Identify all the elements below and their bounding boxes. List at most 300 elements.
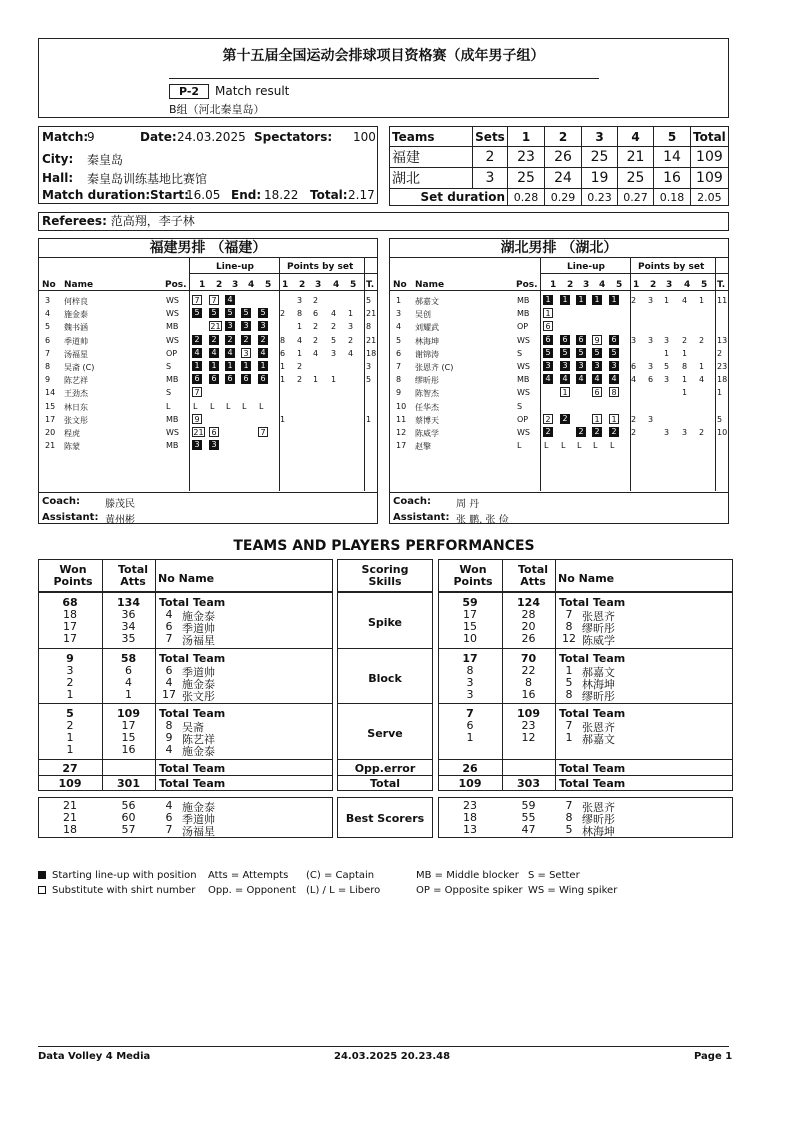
player-name: 吴斋 (C) — [64, 363, 95, 372]
lineup-position: 3 — [241, 348, 251, 358]
col-name-label: Name — [64, 280, 94, 290]
col-no-label: No — [393, 280, 407, 290]
shirt-number: 7 — [565, 608, 573, 621]
set-duration-row — [390, 189, 729, 206]
shirt-number: 6 — [165, 664, 173, 677]
points-value: 3 — [664, 375, 670, 385]
won-total: 59 — [462, 596, 478, 609]
lineup-position: 5 — [609, 348, 619, 358]
set-score: 25 — [618, 168, 654, 189]
lineup-position: 5 — [560, 348, 570, 358]
lineup-position: 6 — [192, 374, 202, 384]
lineup-position: 6 — [543, 321, 553, 331]
col-no-label: No — [42, 280, 56, 290]
player-number: 9 — [45, 375, 51, 385]
competition-title: 第十五届全国运动会排球项目资格赛（成年男子组） — [222, 48, 545, 64]
won-value: 1 — [66, 731, 74, 744]
shirt-number: 6 — [165, 620, 173, 633]
player-number: 11 — [396, 414, 407, 424]
total-team-label: Total Team — [159, 762, 226, 775]
legend-item — [306, 870, 374, 881]
header-divider — [390, 290, 729, 291]
lineup-position: 4 — [192, 348, 202, 358]
set-duration: 0.27 — [618, 189, 654, 206]
shirt-number: 9 — [165, 731, 173, 744]
points-value: 1 — [313, 375, 319, 385]
player-number: 21 — [45, 441, 56, 451]
sets-won: 2 — [473, 147, 508, 168]
player-position: WS — [166, 309, 179, 319]
player-total: 18 — [717, 375, 728, 385]
atts-value: 16 — [121, 743, 136, 756]
shirt-number: 6 — [165, 811, 173, 824]
legend-text: Atts = Attempts — [208, 870, 289, 881]
player-position: OP — [517, 322, 529, 332]
col-sets: Sets — [473, 127, 508, 147]
points-value: 2 — [331, 322, 337, 332]
best-atts: 56 — [121, 799, 136, 812]
won-value: 3 — [466, 676, 474, 689]
lineup-position: 2 — [609, 427, 619, 437]
sets-table — [389, 126, 729, 206]
atts-value: 20 — [521, 620, 536, 633]
player-name: 季道帅 — [64, 336, 88, 346]
lineup-position: 1 — [560, 387, 570, 397]
set-score: 19 — [582, 168, 618, 189]
legend-item — [208, 870, 288, 881]
won-total: 68 — [62, 596, 78, 609]
set-score: 23 — [508, 147, 545, 168]
lineup-position: 4 — [225, 295, 235, 305]
points-set-label: 4 — [333, 280, 340, 290]
match-label: Match: — [42, 130, 89, 144]
shirt-number: 5 — [565, 823, 573, 836]
start-label: Start: — [150, 188, 189, 202]
player-number: 3 — [45, 296, 51, 305]
lineup-set-label: 1 — [199, 280, 206, 290]
player-name: 林日东 — [64, 402, 88, 412]
player-name: 施金泰 — [182, 678, 215, 691]
column-divider — [155, 559, 156, 791]
libero-mark: L — [210, 401, 215, 411]
points-value: 2 — [297, 362, 303, 371]
lineup-position: 6 — [576, 335, 586, 345]
won-points-header: Won Points — [53, 563, 93, 588]
player-name: 施金泰 — [182, 801, 215, 814]
legend-text: (L) / L = Libero — [306, 885, 381, 896]
col-name-label: Name — [415, 280, 445, 290]
lineup-position: 2 — [592, 427, 602, 437]
player-name: 汤福星 — [182, 634, 215, 647]
points-value: 2 — [348, 335, 354, 345]
player-number: 7 — [396, 362, 402, 371]
best-scorers-label: Best Scorers — [345, 812, 425, 825]
lineup-position: 8 — [609, 387, 619, 397]
lineup-position: 3 — [209, 440, 219, 450]
lineup-position: 2 — [258, 335, 268, 345]
total-team-label: Total Team — [159, 652, 226, 665]
player-number: 17 — [396, 441, 407, 451]
lineup-position: 3 — [560, 361, 570, 371]
player-position: MB — [166, 322, 179, 332]
match-header — [38, 38, 729, 118]
lineup-position: 4 — [560, 374, 570, 384]
points-value: 3 — [664, 335, 670, 345]
points-value: 2 — [682, 335, 688, 345]
best-won: 18 — [463, 811, 477, 824]
player-number: 3 — [396, 309, 402, 319]
lineup-position: 21 — [193, 428, 204, 437]
coach-name: 滕茂民 — [105, 499, 135, 510]
won-points-header: Won Points — [453, 563, 493, 588]
points-set-label: 1 — [633, 280, 640, 290]
row-divider — [438, 775, 733, 776]
atts-value: 6 — [125, 664, 132, 677]
row-divider — [337, 648, 433, 649]
player-name: 施金泰 — [182, 610, 215, 623]
lineup-position: 3 — [576, 361, 586, 371]
won-value: 1 — [466, 731, 474, 744]
lineup-position: 6 — [258, 374, 268, 384]
lineup-position: 6 — [225, 374, 235, 384]
player-number: 7 — [45, 348, 51, 358]
points-value: 4 — [313, 348, 319, 358]
player-name: 缪昕彤 — [415, 376, 439, 386]
shirt-number: 8 — [565, 688, 573, 701]
lineup-position: 4 — [609, 374, 619, 384]
atts-value: 12 — [521, 731, 536, 744]
team-title: 湖北男排 （湖北） — [390, 239, 728, 258]
row-divider — [38, 775, 333, 776]
lineup-position: 2 — [209, 335, 219, 345]
filled-square-icon — [38, 871, 46, 879]
total-team-label: Total Team — [559, 652, 626, 665]
skill-label: Spike — [367, 616, 403, 629]
coach-label: Coach: — [42, 496, 81, 507]
assistant-label: Assistant: — [42, 512, 99, 523]
libero-mark: L — [577, 441, 582, 451]
skills-header: Scoring Skills — [361, 563, 409, 588]
player-name: 季道帅 — [182, 666, 215, 679]
total-team-label: Total Team — [559, 777, 626, 790]
legend-text: MB = Middle blocker — [416, 870, 519, 881]
player-number: 9 — [396, 388, 402, 398]
shirt-number: 1 — [565, 731, 573, 744]
lineup-position: 6 — [241, 374, 251, 384]
set-duration: 0.23 — [582, 189, 618, 206]
player-position: MB — [517, 375, 530, 385]
player-total: 5 — [717, 414, 723, 424]
points-value: 3 — [648, 362, 654, 371]
won-value: 18 — [63, 608, 77, 621]
hall-label: Hall: — [42, 171, 74, 185]
shirt-number: 4 — [165, 676, 173, 689]
won-value: 3 — [66, 664, 74, 677]
shirt-number: 5 — [565, 676, 573, 689]
lineup-position: 4 — [592, 374, 602, 384]
atts-total: 58 — [120, 652, 137, 665]
player-name: 谢锦涛 — [415, 349, 439, 359]
footer-rule — [38, 1046, 729, 1047]
player-number: 4 — [45, 309, 51, 319]
best-atts: 57 — [121, 823, 136, 836]
skill-label: Block — [368, 672, 402, 685]
points-value: 5 — [664, 362, 670, 371]
points-value: 2 — [313, 322, 319, 332]
col-set-4: 4 — [618, 127, 654, 147]
lineup-position: 5 — [241, 308, 251, 318]
player-name: 施金泰 — [182, 745, 215, 758]
legend-item — [528, 885, 617, 896]
player-name: 缪昕彤 — [582, 813, 615, 826]
coach-label: Coach: — [393, 496, 432, 507]
total-team-label: Total Team — [559, 707, 626, 720]
col-set-2: 2 — [545, 127, 582, 147]
best-atts: 60 — [121, 811, 136, 824]
won-value: 2 — [66, 719, 74, 732]
atts-value: 28 — [521, 608, 536, 621]
points-value: 8 — [280, 335, 286, 345]
total-team-label: Total Team — [159, 707, 226, 720]
lineup-position: 2 — [543, 427, 553, 437]
opp-error-label: Opp.error — [354, 762, 416, 775]
player-name: 陈威学 — [582, 634, 615, 647]
total-team-label: Total Team — [559, 762, 626, 775]
player-total: 5 — [366, 296, 372, 305]
legend-text: (C) = Captain — [306, 870, 375, 881]
player-total: 18 — [366, 348, 377, 358]
won-value: 17 — [463, 608, 477, 621]
won-value: 8 — [466, 664, 474, 677]
city-label: City: — [42, 152, 74, 166]
player-total: 13 — [717, 335, 728, 345]
player-number: 14 — [45, 388, 56, 398]
sets-won: 3 — [473, 168, 508, 189]
points-set-label: 2 — [650, 280, 657, 290]
points-value: 4 — [699, 375, 705, 385]
player-total: 21 — [366, 335, 377, 345]
atts-value: 34 — [121, 620, 136, 633]
report-code: P-2 — [169, 84, 209, 99]
player-name: 张恩齐 — [582, 610, 615, 623]
lineup-position: 4 — [209, 348, 219, 358]
atts-value: 22 — [521, 664, 536, 677]
lineup-set-label: 3 — [583, 280, 590, 290]
shirt-number: 17 — [162, 688, 176, 701]
col-set-5: 5 — [654, 127, 691, 147]
shirt-number: 12 — [562, 632, 576, 645]
lineup-position: 9 — [192, 414, 202, 424]
player-name: 汤福星 — [182, 825, 215, 838]
end-label: End: — [231, 188, 262, 202]
lineup-position: 3 — [592, 361, 602, 371]
lineup-position: 4 — [258, 348, 268, 358]
row-divider — [38, 759, 333, 760]
player-total: 5 — [366, 375, 372, 385]
opp-error-left: 27 — [62, 762, 78, 775]
shirt-number: 7 — [565, 719, 573, 732]
points-value: 1 — [280, 362, 286, 371]
won-total: 17 — [462, 652, 478, 665]
won-value: 1 — [66, 688, 74, 701]
player-name: 任华杰 — [415, 402, 439, 412]
legend-item — [528, 870, 580, 881]
set-score: 25 — [582, 147, 618, 168]
player-total: 21 — [366, 309, 377, 319]
lineup-position: 6 — [592, 387, 602, 397]
total-atts-left: 301 — [117, 777, 140, 790]
skill-label: Serve — [367, 727, 403, 740]
footer-divider — [390, 492, 729, 493]
player-name: 季道帅 — [182, 622, 215, 635]
lineup-position: 1 — [576, 295, 586, 305]
lineup-position: 6 — [543, 335, 553, 345]
set-score: 21 — [618, 147, 654, 168]
won-total: 7 — [466, 707, 474, 720]
points-value: 1 — [280, 414, 286, 424]
sets-row — [390, 168, 729, 189]
player-name: 郝嘉文 — [582, 666, 615, 679]
lineup-position: 3 — [258, 321, 268, 331]
player-name: 张恩齐 — [582, 721, 615, 734]
libero-mark: L — [593, 441, 598, 451]
hall-value: 秦皇岛训练基地比赛馆 — [87, 172, 208, 186]
libero-mark: L — [193, 401, 198, 411]
won-value: 17 — [63, 620, 77, 633]
player-position: WS — [517, 388, 530, 398]
player-position: S — [166, 388, 172, 398]
spectators-label: Spectators: — [254, 130, 333, 144]
legend-item — [208, 885, 296, 896]
points-value: 3 — [648, 414, 654, 424]
atts-total: 70 — [520, 652, 537, 665]
lineup-position: 9 — [592, 335, 602, 345]
player-position: MB — [166, 414, 179, 424]
lineup-position: 6 — [209, 374, 219, 384]
lineup-position: 2 — [543, 414, 553, 424]
header-divider — [189, 273, 378, 274]
player-number: 15 — [45, 401, 56, 411]
points-value: 4 — [631, 375, 637, 385]
won-value: 3 — [466, 688, 474, 701]
set-duration: 0.18 — [654, 189, 691, 206]
team-total: 109 — [691, 147, 729, 168]
total-atts-header: Total Atts — [517, 563, 549, 588]
points-value: 6 — [280, 348, 286, 358]
points-value: 2 — [699, 428, 705, 437]
col-teams: Teams — [390, 127, 473, 147]
points-value: 1 — [699, 362, 705, 371]
player-number: 1 — [396, 296, 402, 305]
libero-mark: L — [259, 401, 264, 411]
shirt-number: 8 — [565, 811, 573, 824]
col-lineup-label: Line-up — [567, 262, 605, 272]
player-number: 5 — [396, 335, 402, 345]
best-won: 21 — [63, 799, 77, 812]
footer-divider — [39, 492, 378, 493]
lineup-position: 6 — [609, 335, 619, 345]
player-name: 施金泰 — [64, 310, 88, 320]
lineup-position: 7 — [209, 295, 219, 305]
column-divider — [364, 258, 365, 491]
atts-value: 23 — [521, 719, 536, 732]
set-duration: 0.29 — [545, 189, 582, 206]
best-atts: 55 — [521, 811, 536, 824]
lineup-position: 6 — [209, 427, 219, 437]
points-value: 2 — [699, 335, 705, 345]
player-name: 季道帅 — [182, 813, 215, 826]
name-header: No Name — [158, 572, 215, 585]
player-position: OP — [166, 348, 178, 358]
col-total-label: T. — [717, 280, 726, 290]
player-number: 20 — [45, 428, 56, 437]
lineup-position: 2 — [241, 335, 251, 345]
player-position: WS — [517, 362, 530, 371]
legend-item — [416, 885, 523, 896]
legend-text: Opp. = Opponent — [208, 885, 296, 896]
points-value: 3 — [348, 322, 354, 332]
libero-mark: L — [561, 441, 566, 451]
legend-item — [38, 870, 197, 881]
column-divider — [715, 258, 716, 491]
lineup-set-label: 2 — [567, 280, 574, 290]
lineup-set-label: 5 — [616, 280, 623, 290]
shirt-number: 1 — [565, 664, 573, 677]
report-type: Match result — [215, 84, 290, 98]
player-total: 10 — [717, 428, 728, 437]
points-value: 1 — [682, 348, 688, 358]
lineup-position: 3 — [241, 321, 251, 331]
atts-value: 26 — [521, 632, 536, 645]
lineup-position: 1 — [609, 295, 619, 305]
points-value: 5 — [331, 335, 337, 345]
col-set-3: 3 — [582, 127, 618, 147]
points-value: 2 — [631, 428, 637, 437]
points-value: 2 — [631, 296, 637, 305]
lineup-position: 1 — [592, 295, 602, 305]
set-score: 16 — [654, 168, 691, 189]
col-pos-label: Pos. — [165, 280, 187, 290]
header-divider — [169, 78, 599, 79]
points-value: 1 — [348, 309, 354, 319]
lineup-set-label: 4 — [248, 280, 255, 290]
points-value: 6 — [313, 309, 319, 319]
row-divider — [337, 759, 433, 760]
player-total: 3 — [366, 362, 372, 371]
set-duration-label: Set duration — [390, 189, 508, 206]
atts-value: 4 — [125, 676, 132, 689]
player-total: 8 — [366, 322, 372, 332]
lineup-position: 2 — [576, 427, 586, 437]
shirt-number: 7 — [165, 632, 173, 645]
atts-value: 1 — [125, 688, 132, 701]
lineup-position: 5 — [192, 308, 202, 318]
column-divider — [555, 559, 556, 791]
player-position: L — [166, 401, 171, 411]
player-number: 10 — [396, 401, 407, 411]
atts-value: 16 — [521, 688, 536, 701]
lineup-position: 6 — [560, 335, 570, 345]
player-name: 陈艺祥 — [64, 376, 88, 386]
player-number: 8 — [45, 362, 51, 371]
player-position: WS — [517, 335, 530, 345]
points-set-label: 5 — [701, 280, 708, 290]
shirt-number: 8 — [565, 620, 573, 633]
legend-text: S = Setter — [528, 870, 580, 881]
lineup-position: 7 — [258, 427, 268, 437]
referees-label: Referees: — [42, 214, 107, 228]
total-atts-right: 303 — [517, 777, 540, 790]
